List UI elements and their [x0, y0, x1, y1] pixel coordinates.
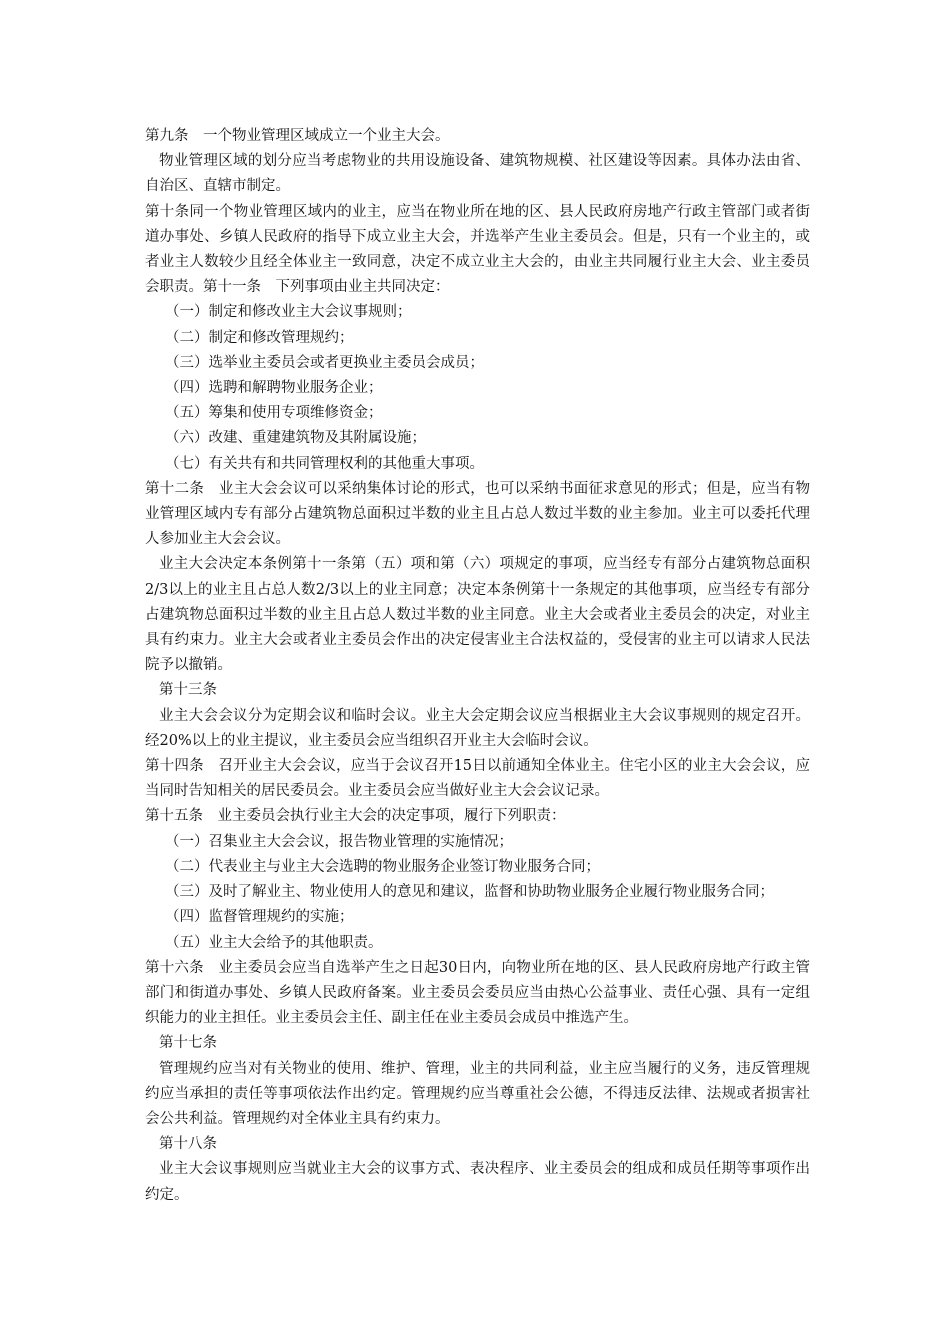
article-9-body: 物业管理区域的划分应当考虑物业的共用设施设备、建筑物规模、社区建设等因素。具体办法由省、自治区、直辖市制定。 [145, 153, 810, 195]
article-12-decision: 业主大会决定本条例第十一条第（五）项和第（六）项规定的事项，应当经专有部分占建筑物总面积2/3以上的业主且占总人数2/3以上的业主同意；决定本条例第十一条规定的其他事项，应当经专有部分占建筑物总面积过半数的业主且占总人数过半数的业主同意。业主大会或者业主委员会的决定，对业主具有约束力。业主大会或者业主委员会作出的决定侵害业主合法权益的，受侵害的业主可以请求人民法院予以撤销。 [145, 556, 810, 674]
article-11-item-7: （七）有关共有和共同管理权利的其他重大事项。 [165, 455, 484, 472]
article-11-item-5: （五）筹集和使用专项维修资金； [165, 405, 383, 422]
article-9-title: 第九条 一个物业管理区域成立一个业主大会。 [145, 128, 450, 144]
article-13-body: 业主大会会议分为定期会议和临时会议。业主大会定期会议应当根据业主大会议事规则的规定召开。经20%以上的业主提议，业主委员会应当组织召开业主大会临时会议。 [145, 707, 810, 749]
article-10-11-body: 第十条同一个物业管理区域内的业主，应当在物业所在地的区、县人民政府房地产行政主管部门或者街道办事处、乡镇人民政府的指导下成立业主大会，并选举产生业主委员会。但是，只有一个业主的，或者业主人数较少且经全体业主一致同意，决定不成立业主大会的，由业主共同履行业主大会、业主委员会职责。第十一条 下列事项由业主共同决定： [145, 203, 810, 296]
article-15-title: 第十五条 业主委员会执行业主大会的决定事项，履行下列职责： [145, 808, 566, 825]
article-11-item-4: （四）选聘和解聘物业服务企业； [165, 380, 383, 397]
article-15-item-2: （二）代表业主与业主大会选聘的物业服务企业签订物业服务合同； [165, 858, 600, 875]
article-17-title: 第十七条 [159, 1035, 217, 1052]
article-17-body: 管理规约应当对有关物业的使用、维护、管理，业主的共同利益，业主应当履行的义务，违反管理规约应当承担的责任等事项依法作出约定。管理规约应当尊重社会公德，不得违反法律、法规或者损害社会公共利益。管理规约对全体业主具有约束力。 [145, 1060, 810, 1127]
article-15-item-1: （一）召集业主大会会议，报告物业管理的实施情况； [165, 833, 513, 850]
article-15-item-4: （四）监督管理规约的实施； [165, 909, 354, 926]
article-11-item-3: （三）选举业主委员会或者更换业主委员会成员； [165, 354, 484, 371]
document-body [145, 124, 810, 1208]
article-12-body: 第十二条 业主大会会议可以采纳集体讨论的形式，也可以采纳书面征求意见的形式；但是，应当有物业管理区域内专有部分占建筑物总面积过半数的业主且占总人数过半数的业主参加。业主可以委托代理人参加业主大会会议。 [145, 480, 810, 548]
article-16-body: 第十六条 业主委员会应当自选举产生之日起30日内，向物业所在地的区、县人民政府房地产行政主管部门和街道办事处、乡镇人民政府备案。业主委员会委员应当由热心公益事业、责任心强、具有一定组织能力的业主担任。业主委员会主任、副主任在业主委员会成员中推选产生。 [145, 959, 810, 1027]
article-18-title: 第十八条 [159, 1136, 217, 1153]
article-15-item-3: （三）及时了解业主、物业使用人的意见和建议，监督和协助物业服务企业履行物业服务合同； [165, 884, 774, 901]
article-11-item-1: （一）制定和修改业主大会议事规则； [165, 304, 412, 321]
article-14-body: 第十四条 召开业主大会会议，应当于会议召开15日以前通知全体业主。住宅小区的业主大会会议，应当同时告知相关的居民委员会。业主委员会应当做好业主大会会议记录。 [145, 758, 810, 800]
article-11-item-2: （二）制定和修改管理规约； [165, 329, 354, 346]
article-18-body: 业主大会议事规则应当就业主大会的议事方式、表决程序、业主委员会的组成和成员任期等事项作出约定。 [145, 1161, 810, 1203]
article-13-title: 第十三条 [159, 682, 217, 699]
article-15-item-5: （五）业主大会给予的其他职责。 [165, 934, 383, 951]
article-11-item-6: （六）改建、重建建筑物及其附属设施； [165, 430, 426, 447]
